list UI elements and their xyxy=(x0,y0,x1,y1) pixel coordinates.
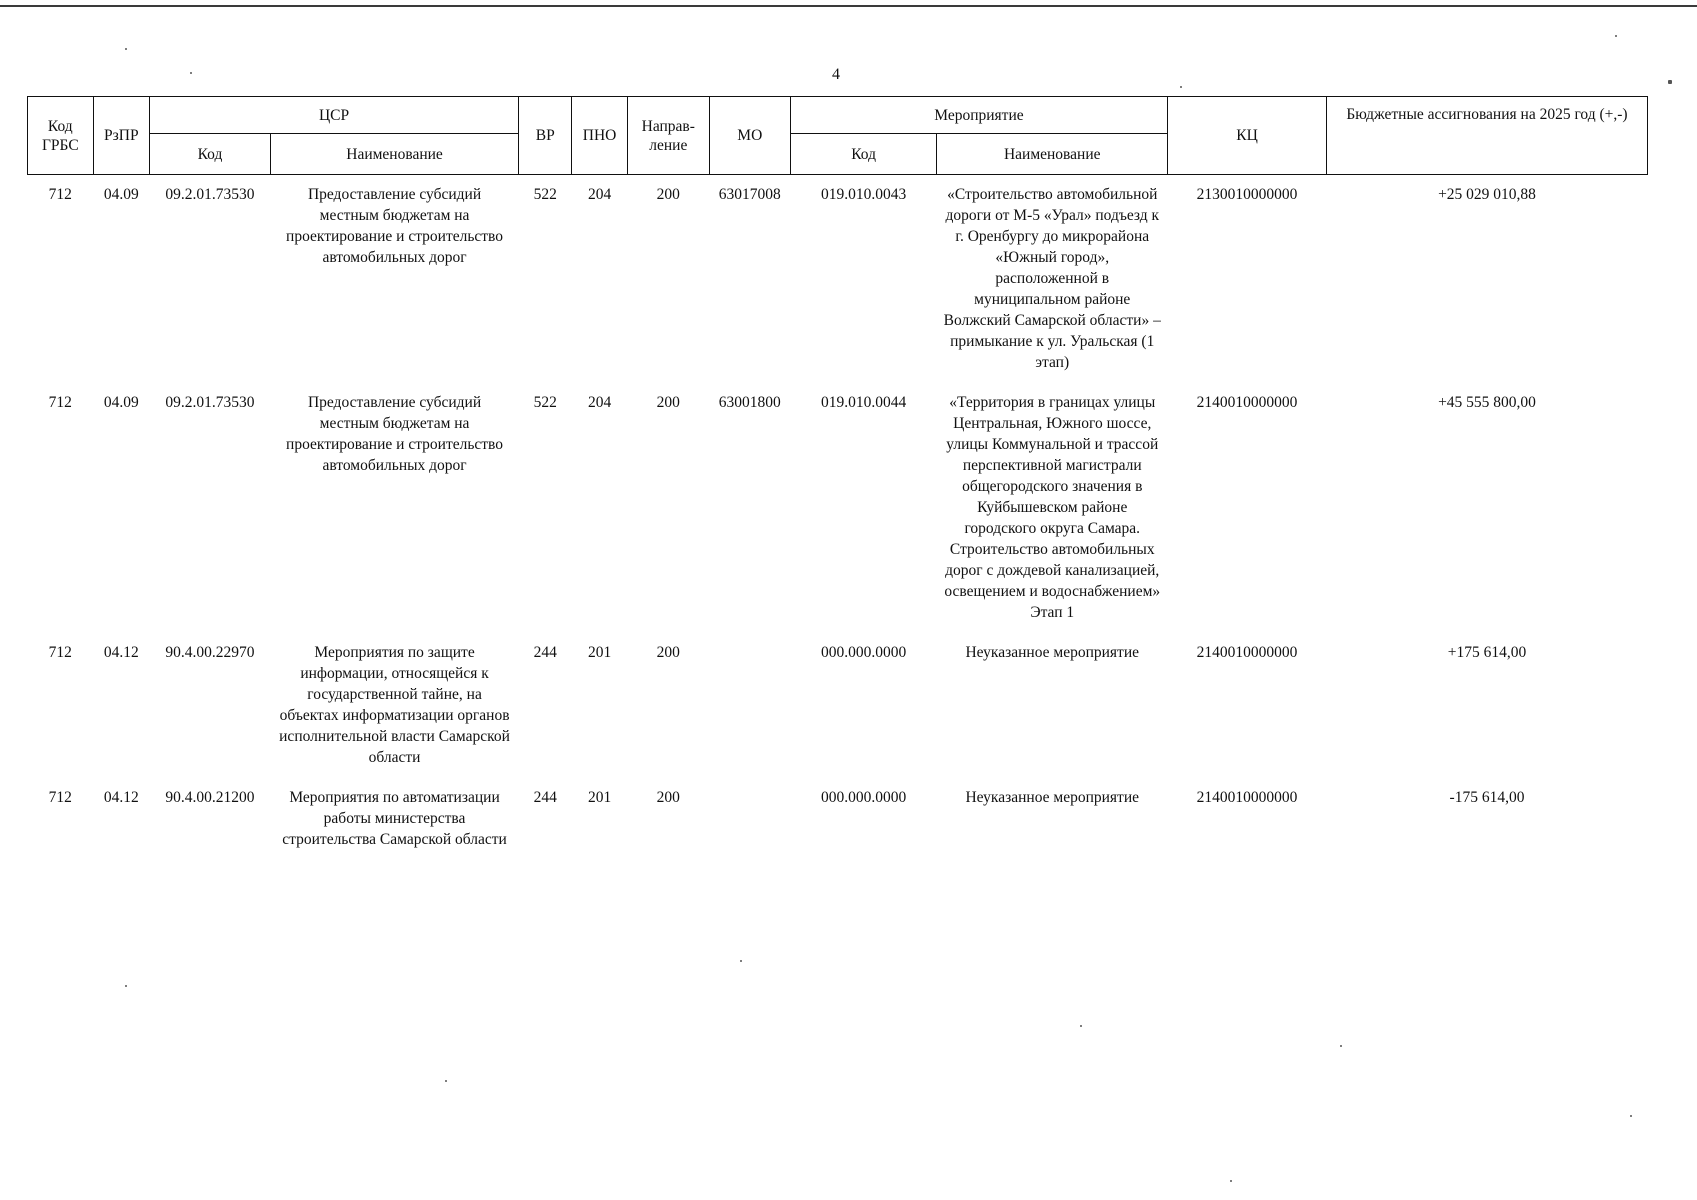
budget-table xyxy=(27,96,1648,860)
header-event-code: Код xyxy=(790,134,937,175)
header-mo: МО xyxy=(709,97,790,175)
header-kc: КЦ xyxy=(1168,97,1327,175)
cell-pno: 201 xyxy=(587,644,612,661)
cell-rzpr: 04.12 xyxy=(103,644,139,661)
cell-event-code: 000.000.0000 xyxy=(820,789,907,806)
header-rzpr: РзПР xyxy=(93,97,149,175)
scan-border-line xyxy=(0,5,1697,7)
cell-vr: 244 xyxy=(533,644,557,661)
cell-event-name: «Строительство автомобильной дороги от М-5 «Урал» подъезд к г. Оренбургу до микрорайона «Южный город», расположенной в муниципальном районе Волжский Самарской области» – примыкание к ул. Уральская (1 этап) xyxy=(943,186,1161,371)
scan-speck xyxy=(125,985,127,987)
scan-speck xyxy=(1230,1180,1232,1182)
header-event-name: Наименование xyxy=(937,134,1168,175)
cell-mo xyxy=(709,633,790,778)
cell-direction: 200 xyxy=(656,394,680,411)
cell-event-code: 019.010.0043 xyxy=(820,186,907,203)
header-csr-group: ЦСР xyxy=(150,97,519,134)
header-direction: Направ-ление xyxy=(627,97,709,175)
scan-speck xyxy=(190,72,192,74)
header-budget: Бюджетные ассигнования на 2025 год (+,-) xyxy=(1327,97,1648,175)
cell-mo: 63017008 xyxy=(718,186,781,203)
cell-grbs: 712 xyxy=(48,186,72,203)
cell-vr: 522 xyxy=(533,186,557,203)
cell-mo xyxy=(709,778,790,860)
header-pno: ПНО xyxy=(572,97,627,175)
cell-grbs: 712 xyxy=(48,789,72,806)
scan-speck xyxy=(1180,86,1182,88)
cell-direction: 200 xyxy=(656,644,680,661)
cell-rzpr: 04.09 xyxy=(103,186,139,203)
cell-kc: 2140010000000 xyxy=(1196,394,1298,411)
header-csr-code: Код xyxy=(150,134,271,175)
cell-grbs: 712 xyxy=(48,394,72,411)
cell-rzpr: 04.12 xyxy=(103,789,139,806)
table-row xyxy=(28,175,1648,384)
cell-direction: 200 xyxy=(656,789,680,806)
scan-speck xyxy=(445,1080,447,1082)
cell-budget: +25 029 010,88 xyxy=(1438,186,1536,203)
cell-csr-code: 90.4.00.22970 xyxy=(165,644,255,661)
cell-csr-name: Мероприятия по защите информации, относящейся к государственной тайне, на объектах информатизации органов исполнительной власти Самарской области xyxy=(279,644,510,766)
scan-speck xyxy=(1668,80,1672,84)
cell-event-code: 019.010.0044 xyxy=(820,394,907,411)
cell-vr: 522 xyxy=(533,394,557,411)
table-row xyxy=(28,383,1648,633)
cell-budget: +175 614,00 xyxy=(1447,644,1527,661)
cell-event-name: «Территория в границах улицы Центральная, Южного шоссе, улицы Коммунальной и трассой перспективной магистрали общегородского значения в Куйбышевском районе городского округа Самара. Строительство автомобильных дорог с дождевой канализацией, освещением и водоснабжением» Этап 1 xyxy=(944,394,1161,621)
cell-pno: 204 xyxy=(587,394,612,411)
cell-event-code: 000.000.0000 xyxy=(820,644,907,661)
cell-csr-code: 09.2.01.73530 xyxy=(165,186,255,203)
page-number: 4 xyxy=(832,66,840,83)
cell-csr-code: 90.4.00.21200 xyxy=(165,789,255,806)
table-header xyxy=(28,97,1648,175)
cell-budget: +45 555 800,00 xyxy=(1438,394,1536,411)
scan-speck xyxy=(1630,1115,1632,1117)
header-event-group: Мероприятие xyxy=(790,97,1167,134)
cell-kc: 2140010000000 xyxy=(1196,644,1298,661)
table-row xyxy=(28,633,1648,778)
cell-csr-name: Предоставление субсидий местным бюджетам на проектирование и строительство автомобильных дорог xyxy=(286,186,504,266)
cell-event-name: Неуказанное мероприятие xyxy=(965,644,1139,661)
cell-direction: 200 xyxy=(656,186,680,203)
scan-speck xyxy=(1080,1025,1082,1027)
cell-csr-code: 09.2.01.73530 xyxy=(165,394,255,411)
scan-speck xyxy=(1615,35,1617,37)
header-vr: ВР xyxy=(519,97,572,175)
cell-csr-name: Предоставление субсидий местным бюджетам на проектирование и строительство автомобильных дорог xyxy=(286,394,504,474)
scan-speck xyxy=(740,960,742,962)
cell-pno: 201 xyxy=(587,789,612,806)
cell-grbs: 712 xyxy=(48,644,72,661)
cell-rzpr: 04.09 xyxy=(103,394,139,411)
table-row xyxy=(28,778,1648,860)
cell-vr: 244 xyxy=(533,789,557,806)
scan-speck xyxy=(125,48,127,50)
cell-csr-name: Мероприятия по автоматизации работы министерства строительства Самарской области xyxy=(282,789,507,848)
cell-kc: 2140010000000 xyxy=(1196,789,1298,806)
cell-mo: 63001800 xyxy=(718,394,781,411)
cell-pno: 204 xyxy=(587,186,612,203)
header-grbs: Код ГРБС xyxy=(28,97,94,175)
cell-budget: -175 614,00 xyxy=(1449,789,1525,806)
cell-kc: 2130010000000 xyxy=(1196,186,1298,203)
cell-event-name: Неуказанное мероприятие xyxy=(965,789,1139,806)
scan-speck xyxy=(1340,1045,1342,1047)
header-csr-name: Наименование xyxy=(270,134,518,175)
